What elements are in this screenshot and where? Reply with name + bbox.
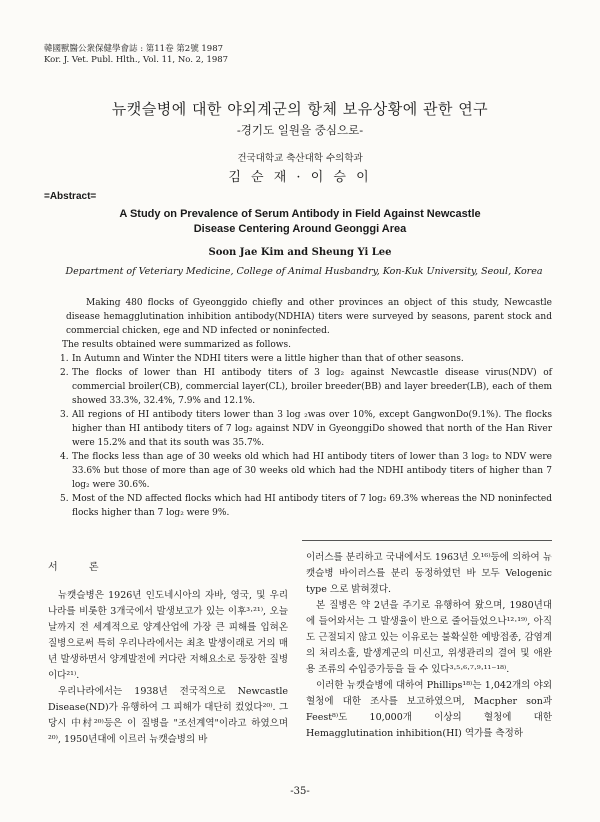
affiliation-korean: 건국대학교 축산대학 수의학과 — [237, 153, 363, 164]
result-text: All regions of HI antibody titers lower than 3 log ₂was over 10%, except GangwonDo(9.1%). The flocks higher than HI antibody titers of 7 log₂ against NDV in GyeonggiDo showed that north of the Han River were 15.2% and that its south was 35.7%. — [72, 410, 552, 448]
result-number: 5. — [60, 494, 69, 504]
title-english-line1: A Study on Prevalence of Serum Antibody in Field Against Newcastle — [119, 208, 481, 220]
body-right-column — [306, 550, 552, 742]
result-item — [60, 366, 552, 408]
body-paragraph: 이러한 뉴캣슬병에 대하여 Phillips¹⁸⁾는 1,042개의 야외혈청에 대한 조사를 보고하였으며, Macpher son과 Feest⁸⁾도 10,000개 이상의 혈청에 대한 Hemagglutination inhibition(HI) 역가를 측정하 — [306, 680, 552, 739]
body-left-column — [48, 560, 288, 748]
abstract-results-line: The results obtained were summarized as follows. — [62, 340, 291, 350]
subtitle-korean: -경기도 일원을 중심으로- — [236, 123, 364, 137]
result-number: 4. — [60, 452, 69, 462]
body-paragraph: 우리나라에서는 1938년 전국적으로 Newcastle Disease(ND)가 유행하여 그 피해가 대단히 컸었다²⁰⁾. 그 당시 中村²⁰⁾등은 이 질병을 "조선계역"이라고 하였으며²⁰⁾, 1950년대에 이르러 뉴캣슬병의 바 — [48, 686, 288, 745]
abstract-label: =Abstract= — [44, 191, 97, 202]
journal-citation-en: Kor. J. Vet. Publ. Hlth., Vol. 11, No. 2, 1987 — [44, 55, 229, 65]
result-text: The flocks of lower than HI antibody titers of 3 log₂ against Newcastle disease virus(NDV) of commercial broiler(CB), commercial layer(CL), broiler breeder(BB) and layer breeder(LB), each of them showed 33.3%, 32.4%, 7.9% and 12.1%. — [72, 368, 552, 406]
result-number: 1. — [60, 354, 69, 364]
abstract-body — [60, 296, 552, 520]
result-number: 3. — [60, 410, 69, 420]
result-text: The flocks less than age of 30 weeks old which had HI antibody titers of lower than 3 log₂ to NDV were 33.6% but those of more than age of 30 weeks old which had the NDHI antibody titers of higher than 7 log₂ were 30.6%. — [72, 452, 552, 490]
result-text: In Autumn and Winter the NDHI titers were a little higher than that of other seasons. — [72, 354, 464, 364]
body-paragraph: 이러스를 분리하고 국내에서도 1963년 오¹⁶⁾등에 의하여 뉴캣슬병 바이러스를 분리 동정하였던 바 모두 Velogenic type 으로 밝혀졌다. — [306, 552, 552, 595]
body-paragraph: 뉴캣슬병은 1926년 인도네시아의 자바, 영국, 및 우리나라를 비롯한 3개국에서 발생보고가 있는 이후³·²¹⁾, 오늘날까지 전 세계적으로 양계산업에 가장 큰 피해를 입혀온 질병으로써 특히 우리나라에서는 최초 발생이래로 거의 매년 발생하면서 양계발전에 커다란 저해요소로 등장한 질병이다²¹⁾. — [48, 590, 288, 681]
affiliation-english: Department of Veteriary Medicine, College of Animal Husbandry, Kon-Kuk University, Seoul, Korea — [65, 266, 543, 277]
page-number: -35- — [290, 786, 310, 797]
result-item — [60, 492, 552, 520]
body-paragraph: 본 질병은 약 2년을 주기로 유행하여 왔으며, 1980년대에 들어와서는 그 발생율이 반으로 줄어들었으나¹²·¹⁹⁾, 아직도 근절되지 않고 있는 이유로는 불확실한 예방접종, 감염계의 처리소홀, 발생계군의 미신고, 위생관리의 결여 및 애완용 조류의 수입증가등을 들 수 있다³·⁵·⁶·⁷·⁹·¹¹⁻¹⁸⁾. — [306, 600, 552, 675]
title-korean: 뉴캣슬병에 대한 야외계군의 항체 보유상황에 관한 연구 — [111, 100, 489, 118]
title-english — [0, 207, 600, 237]
result-item — [60, 408, 552, 450]
column-divider — [302, 540, 552, 541]
journal-header — [44, 44, 228, 66]
section-heading-introduction: 서 론 — [48, 562, 113, 573]
result-number: 2. — [60, 368, 69, 378]
result-item — [60, 352, 552, 366]
title-english-line2: Disease Centering Around Geonggi Area — [193, 223, 407, 235]
journal-citation-ko: 韓國獸醫公衆保健學會誌 : 第11卷 第2號 1987 — [44, 44, 224, 54]
abstract-intro: Making 480 flocks of Gyeonggido chiefly and other provinces an object of this study, Newcastle disease hemagglutination inhibition antibody(NDHIA) titers were surveyed by seasons, parent stock and commercial chicken, ege and ND infected or noninfected. — [66, 298, 552, 336]
authors-english: Soon Jae Kim and Sheung Yi Lee — [208, 247, 392, 258]
abstract-results-list — [60, 352, 552, 520]
authors-korean: 김 순 재 · 이 승 이 — [228, 170, 372, 185]
result-item — [60, 450, 552, 492]
result-text: Most of the ND affected flocks which had HI antibody titers of 7 log₂ 69.3% whereas the ND noninfected flocks higher than 7 log₂ were 9%. — [72, 494, 552, 518]
